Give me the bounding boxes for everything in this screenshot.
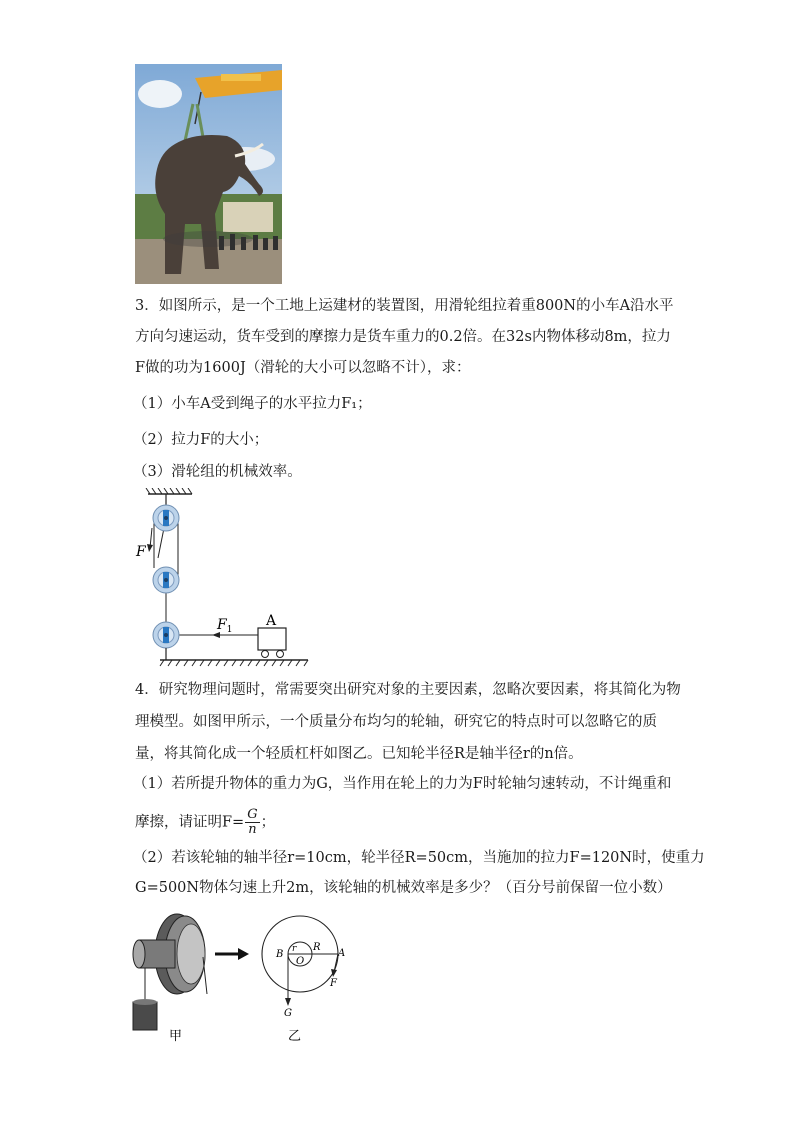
cart-A-label: A <box>266 613 277 629</box>
force-F1-label: $F_1$ <box>217 617 233 635</box>
q3-subquestion-2: （2）拉力F的大小； <box>133 432 269 448</box>
q4-subquestion-1-line-1: （1）若所提升物体的重力为G，当作用在轮上的力为F时轮轴匀速转动，不计绳重和 <box>133 776 672 792</box>
pivot-O-label: O <box>296 956 305 967</box>
point-B-label: B <box>276 949 284 960</box>
point-A-label: A <box>338 948 346 959</box>
q4-stem-line-1: 4．研究物理问题时，常需要突出研究对象的主要因素，忽略次要因素，将其简化为物 <box>135 682 681 698</box>
q4-subquestion-1-line-2: 摩擦，请证明F= $\frac{G}{n}$ ； <box>135 807 276 837</box>
pulley-system-figure <box>130 488 315 668</box>
q3-stem-line-3: F做的功为1600J（滑轮的大小可以忽略不计），求： <box>135 360 471 376</box>
q4-stem-line-2: 理模型。如图甲所示，一个质量分布均匀的轮轴，研究它的特点时可以忽略它的质 <box>135 714 657 730</box>
movable-pulley <box>153 567 179 593</box>
wheel-axle-3d <box>133 914 207 1030</box>
fixed-pulley-bottom <box>153 622 179 648</box>
q3-stem-line-2: 方向匀速运动，货车受到的摩擦力是货车重力的0.2倍。在32s内物体移动8m，拉力 <box>135 329 671 345</box>
cart-A <box>258 628 286 658</box>
wheel-axle-figures <box>125 912 365 1047</box>
q4-subquestion-2-line-2: G=500N物体匀速上升2m，该轮轴的机械效率是多少？（百分号前保留一位小数） <box>135 880 672 896</box>
wheel-radius-R-label: R <box>313 942 321 953</box>
q4-subquestion-2-line-1: （2）若该轮轴的轴半径r=10cm，轮半径R=50cm，当施加的拉力F=120N时，使重力 <box>133 850 705 866</box>
figure-jia-caption: 甲 <box>169 1029 183 1044</box>
q3-subquestion-3: （3）滑轮组的机械效率。 <box>133 464 302 480</box>
axle-radius-r-label: r <box>292 944 297 954</box>
force-F-label-lever: F <box>330 978 337 989</box>
q3-stem-line-1: 3．如图所示，是一个工地上运建材的装置图，用滑轮组拉着重800N的小车A沿水平 <box>135 298 674 314</box>
q4-stem-line-3: 量，将其简化成一个轻质杠杆如图乙。已知轮半径R是轴半径r的n倍。 <box>135 746 583 762</box>
force-F-label: F <box>136 544 146 560</box>
fraction-G-over-n: $\frac{G}{n}$ <box>247 807 258 837</box>
figure-yi-caption: 乙 <box>288 1029 302 1044</box>
fixed-pulley-top <box>153 505 179 531</box>
weight-G-label: G <box>284 1008 292 1019</box>
elephant-crane-photo <box>135 64 282 284</box>
q3-subquestion-1: （1）小车A受到绳子的水平拉力F₁； <box>133 396 372 412</box>
